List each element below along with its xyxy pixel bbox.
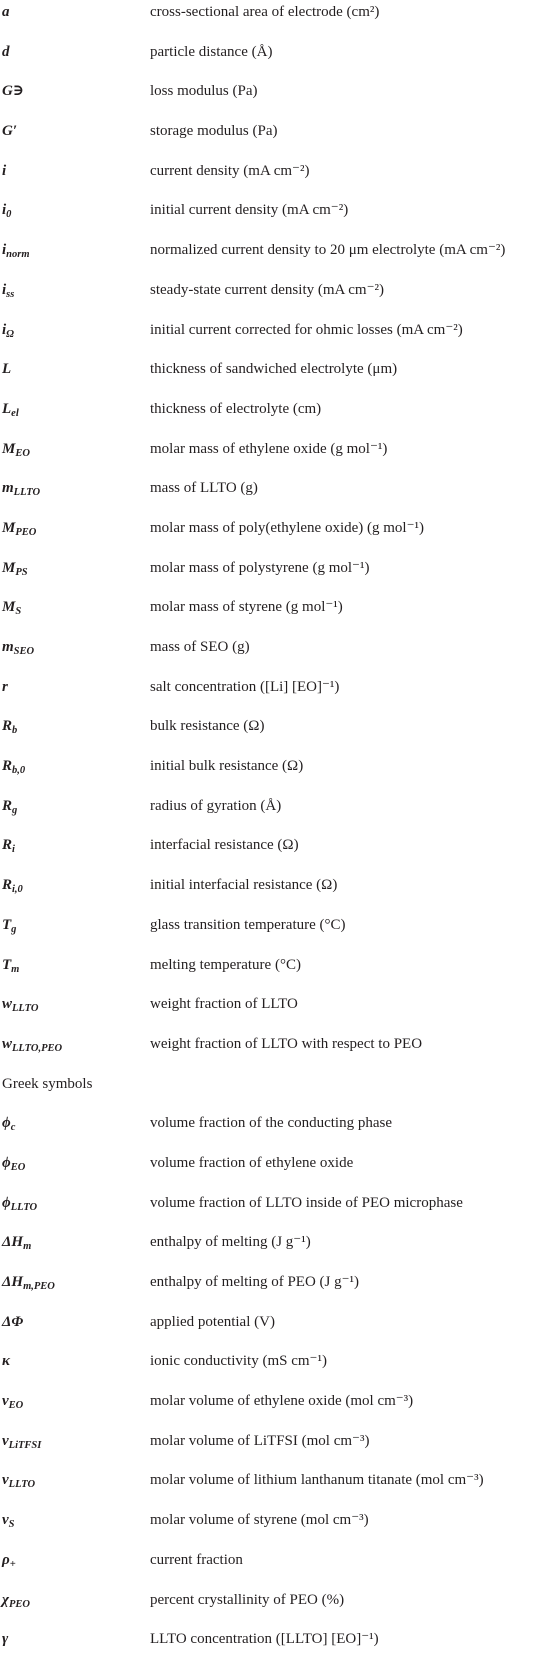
symbol-description: melting temperature (°C): [150, 956, 301, 973]
symbol-base: ΔH: [2, 1234, 24, 1251]
symbol: [2, 0, 10, 40]
symbol-description: molar volume of styrene (mol cm⁻³): [150, 1512, 369, 1529]
symbol-base: i: [2, 321, 7, 338]
symbol-description: enthalpy of melting of PEO (J g⁻¹): [150, 1274, 360, 1290]
symbol-description: LLTO concentration ([LLTO] [EO]⁻¹): [150, 1631, 379, 1648]
symbol-base: m: [2, 639, 14, 655]
symbol-base: m: [2, 480, 14, 497]
symbol-subscript: EO: [8, 1400, 24, 1412]
symbol-subscript: EO: [15, 447, 30, 459]
symbol-base: R: [2, 758, 13, 775]
nomenclature-row: [0, 833, 558, 873]
symbol-subscript: g: [11, 923, 17, 935]
nomenclature-row: [0, 873, 558, 913]
nomenclature-row: [0, 1627, 558, 1667]
symbol-subscript: S: [8, 1519, 15, 1531]
symbol-description: bulk resistance (Ω): [150, 718, 265, 735]
nomenclature-row: [0, 714, 558, 754]
nomenclature-row: [0, 1310, 558, 1350]
symbol: [2, 635, 34, 675]
symbol-description: radius of gyration (Å): [150, 797, 282, 814]
symbol-base: d: [2, 43, 10, 60]
symbol-subscript: LLTO,PEO: [12, 1042, 63, 1054]
symbol-description: particle distance (Å): [150, 43, 273, 60]
symbol-subscript: SEO: [13, 646, 35, 657]
symbol: [2, 119, 17, 159]
symbol-description: molar volume of ethylene oxide (mol cm⁻³): [150, 1393, 414, 1410]
symbol: [2, 1349, 10, 1389]
symbol: [2, 873, 23, 913]
symbol: [2, 1032, 62, 1072]
symbol-description: thickness of electrolyte (cm): [150, 400, 322, 417]
symbol-description: initial interfacial resistance (Ω): [150, 877, 338, 894]
symbol-description: weight fraction of LLTO with respect to PEO: [150, 1035, 423, 1052]
symbol: [2, 1111, 15, 1151]
nomenclature-row: [0, 1548, 558, 1588]
symbol: [2, 1389, 23, 1429]
symbol-base: r: [2, 678, 8, 695]
symbol-base: i: [2, 242, 7, 259]
symbol: [2, 159, 6, 199]
symbol-base: ΔH: [2, 1274, 24, 1290]
symbol-base: M: [2, 519, 16, 536]
symbol-base: R: [2, 837, 13, 854]
symbol: [2, 992, 38, 1032]
symbol-description: volume fraction of LLTO inside of PEO microphase: [150, 1194, 463, 1211]
symbol-subscript: PS: [15, 566, 28, 578]
nomenclature-row: [0, 953, 558, 993]
symbol-subscript: ss: [6, 288, 15, 300]
symbol-subscript: LLTO: [8, 1479, 36, 1491]
nomenclature-row: [0, 357, 558, 397]
symbol: [2, 397, 19, 437]
symbol-subscript: m,PEO: [23, 1281, 55, 1292]
symbol: [2, 1627, 8, 1667]
symbol: [2, 476, 40, 516]
symbol-description: mass of LLTO (g): [150, 480, 258, 497]
symbol: [2, 79, 24, 119]
nomenclature-row: [0, 1588, 558, 1628]
nomenclature-row: [0, 754, 558, 794]
symbol-base: i: [2, 202, 7, 219]
symbol-base: a: [2, 4, 10, 20]
symbol: [2, 714, 17, 754]
symbol: [2, 595, 21, 635]
symbol-description: salt concentration ([Li] [EO]⁻¹): [150, 678, 340, 695]
symbol-subscript: b: [12, 725, 18, 737]
symbol: [2, 675, 8, 715]
symbol-subscript: LLTO: [13, 487, 41, 499]
symbol-description: initial bulk resistance (Ω): [150, 758, 304, 775]
symbol-description: percent crystallinity of PEO (%): [150, 1591, 345, 1608]
symbol: [2, 1310, 23, 1350]
symbol-description: cross-sectional area of electrode (cm²): [150, 4, 380, 20]
nomenclature-row: [0, 1349, 558, 1389]
nomenclature-row: [0, 40, 558, 80]
symbol-base: R: [2, 797, 13, 814]
symbol-base: γ: [2, 1631, 9, 1648]
symbol: [2, 198, 11, 238]
symbol-description: glass transition temperature (°C): [150, 916, 346, 933]
symbol: [2, 318, 14, 358]
symbol: [2, 1588, 30, 1628]
symbol-subscript: EO: [10, 1161, 26, 1173]
symbol-subscript: PEO: [15, 526, 37, 538]
symbol-base: ϕ: [2, 1154, 11, 1171]
symbol-subscript: Ω: [6, 328, 15, 340]
symbol-base: L: [2, 400, 12, 417]
symbol: [2, 833, 15, 873]
nomenclature-row: [0, 1389, 558, 1429]
symbol: [2, 437, 30, 477]
nomenclature-row: [0, 913, 558, 953]
symbol-base: ΔΦ: [2, 1313, 24, 1330]
symbol-description: initial current density (mA cm⁻²): [150, 202, 349, 219]
symbol-description: molar mass of styrene (g mol⁻¹): [150, 599, 343, 616]
symbol-subscript: LLTO: [10, 1201, 38, 1213]
symbol-description: molar volume of LiTFSI (mol cm⁻³): [150, 1432, 370, 1449]
symbol-base: L: [2, 361, 12, 378]
symbol-base: ϕ: [2, 1194, 11, 1211]
symbol-description: steady-state current density (mA cm⁻²): [150, 281, 385, 298]
symbol-base: G′: [2, 123, 18, 140]
nomenclature-row: [0, 595, 558, 635]
symbol: [2, 40, 10, 80]
symbol-base: ρ: [2, 1551, 10, 1568]
symbol-description: molar mass of poly(ethylene oxide) (g mol⁻¹): [150, 519, 425, 536]
symbol: [2, 953, 19, 993]
symbol-subscript: LLTO: [12, 1003, 39, 1015]
nomenclature-row: [0, 318, 558, 358]
symbol: [2, 913, 16, 953]
symbol-subscript: S: [15, 606, 22, 618]
symbol-base: ν: [2, 1393, 9, 1410]
nomenclature-row: [0, 278, 558, 318]
symbol-subscript: LiTFSI: [8, 1439, 42, 1451]
symbol: [2, 1191, 37, 1231]
symbol-base: G∋: [2, 83, 24, 100]
nomenclature-row: [0, 238, 558, 278]
symbol-base: M: [2, 440, 16, 457]
symbol-description: weight fraction of LLTO: [150, 996, 298, 1013]
nomenclature-row: [0, 675, 558, 715]
nomenclature-row: [0, 79, 558, 119]
symbol-base: M: [2, 559, 16, 576]
nomenclature-row: [0, 397, 558, 437]
symbol: [2, 754, 25, 794]
symbol-description: storage modulus (Pa): [150, 123, 278, 140]
symbol-description: applied potential (V): [150, 1313, 275, 1330]
symbol: [2, 1468, 35, 1508]
nomenclature-row: [0, 794, 558, 834]
symbol: [2, 278, 14, 318]
symbol: [2, 556, 28, 596]
symbol-subscript: 0: [6, 209, 12, 221]
symbol-base: i: [2, 162, 7, 179]
symbol: [2, 1151, 25, 1191]
symbol: [2, 1548, 16, 1588]
symbol-subscript: el: [11, 407, 19, 419]
greek-symbols-heading: Greek symbols: [2, 1075, 93, 1092]
symbol: [2, 1270, 55, 1310]
symbol: [2, 357, 11, 397]
symbol-subscript: PEO: [8, 1598, 30, 1610]
nomenclature-row: [0, 1429, 558, 1469]
nomenclature-row: [0, 516, 558, 556]
symbol-base: R: [2, 718, 13, 735]
symbol-base: M: [2, 599, 16, 616]
symbol-description: interfacial resistance (Ω): [150, 837, 299, 854]
symbol-base: κ: [2, 1353, 10, 1370]
nomenclature-row: [0, 119, 558, 159]
symbol-base: ϕ: [2, 1115, 11, 1132]
symbol-subscript: g: [12, 804, 18, 816]
symbol-subscript: c: [10, 1122, 16, 1134]
nomenclature-row: [0, 476, 558, 516]
nomenclature-row: [0, 1032, 558, 1072]
symbol: [2, 794, 17, 834]
symbol-description: thickness of sandwiched electrolyte (μm): [150, 361, 398, 378]
symbol-description: volume fraction of ethylene oxide: [150, 1154, 354, 1171]
symbol-description: molar volume of lithium lanthanum titanate (mol cm⁻³): [150, 1472, 484, 1489]
symbol-description: current fraction: [150, 1551, 243, 1568]
symbol-description: initial current corrected for ohmic losses (mA cm⁻²): [150, 321, 463, 338]
symbol-description: ionic conductivity (mS cm⁻¹): [150, 1353, 327, 1370]
symbol-description: volume fraction of the conducting phase: [150, 1115, 393, 1132]
nomenclature-row: [0, 159, 558, 199]
symbol-base: ν: [2, 1472, 9, 1489]
symbol: [2, 1429, 41, 1469]
nomenclature-row: [0, 1230, 558, 1270]
nomenclature-row: [0, 992, 558, 1032]
greek-symbols-list: [0, 1111, 558, 1667]
nomenclature-row: [0, 556, 558, 596]
symbol-description: molar mass of ethylene oxide (g mol⁻¹): [150, 440, 388, 457]
symbol-subscript: i,0: [12, 884, 23, 896]
symbol-base: T: [2, 916, 12, 933]
symbol: [2, 1508, 15, 1548]
greek-symbols-heading-row: [0, 1072, 558, 1112]
symbol-base: R: [2, 877, 13, 894]
symbol: [2, 516, 36, 556]
symbol-description: enthalpy of melting (J g⁻¹): [150, 1234, 311, 1251]
symbol-subscript: b,0: [12, 765, 26, 777]
nomenclature-row: [0, 1508, 558, 1548]
symbol-subscript: +: [9, 1558, 16, 1570]
symbol-base: ν: [2, 1512, 9, 1529]
nomenclature-row: [0, 1111, 558, 1151]
symbol-base: χ: [2, 1591, 9, 1608]
symbol-description: loss modulus (Pa): [150, 83, 258, 100]
nomenclature-row: [0, 437, 558, 477]
symbol-description: normalized current density to 20 μm electrolyte (mA cm⁻²): [150, 242, 506, 259]
symbol-base: i: [2, 281, 7, 298]
symbol-description: mass of SEO (g): [150, 639, 250, 655]
symbol-description: current density (mA cm⁻²): [150, 162, 310, 179]
nomenclature-row: [0, 635, 558, 675]
nomenclature-row: [0, 0, 558, 40]
symbol-base: w: [2, 1035, 13, 1052]
symbol-subscript: i: [12, 844, 15, 856]
nomenclature-row: [0, 1270, 558, 1310]
nomenclature-row: [0, 1191, 558, 1231]
symbol: [2, 1230, 31, 1270]
symbol-base: T: [2, 956, 12, 973]
nomenclature-row: [0, 1151, 558, 1191]
symbol-subscript: m: [11, 963, 20, 975]
symbol-base: ν: [2, 1432, 9, 1449]
symbol: [2, 238, 30, 278]
symbol-subscript: norm: [6, 249, 30, 261]
nomenclature-row: [0, 1468, 558, 1508]
nomenclature-row: [0, 198, 558, 238]
symbol-description: molar mass of polystyrene (g mol⁻¹): [150, 559, 370, 576]
symbol-base: w: [2, 996, 13, 1013]
symbol-subscript: m: [23, 1241, 32, 1253]
